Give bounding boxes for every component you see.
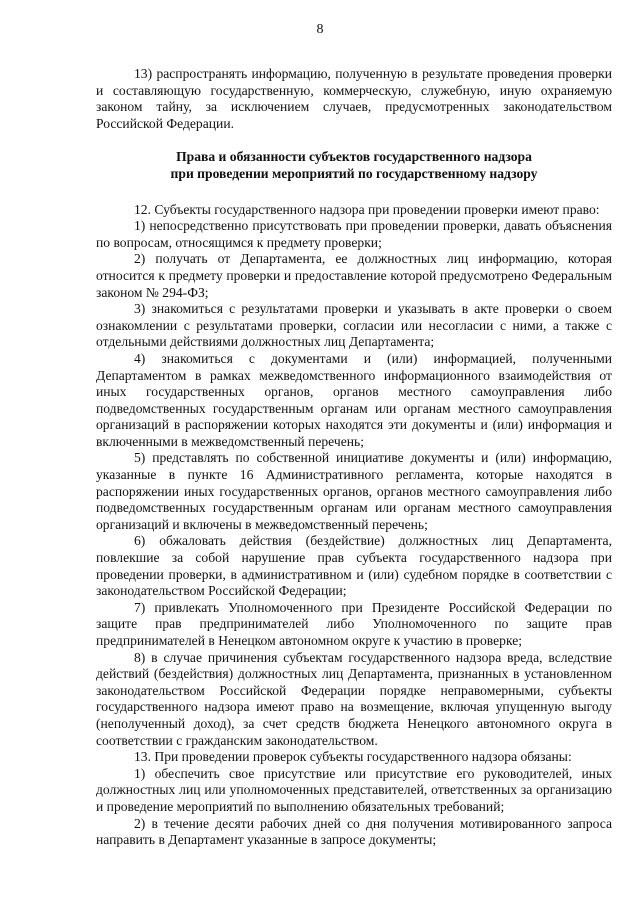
paragraph-12-item-3: 3) знакомиться с результатами проверки и указывать в акте проверки о своем ознакомлении с результатами проверки, согласии или несогласии с ними, а также с отдельными действиями должностных лиц Департамента; [96,301,612,350]
page-number: 8 [316,22,324,37]
paragraph-12-item-8: 8) в случае причинения субъектам государственного надзора вреда, вследствие действий (бездействия) должностных лиц Департамента, признанных в установленном законодательством Российской Федерации порядке неправомерными, субъекты государственного надзора имеют право на возмещение, включая упущенную выгоду (неполученный доход), за счет средств бюджета Ненецкого автономного округа в соответствии с гражданским законодательством. [96,649,612,748]
paragraph-12-item-6: 6) обжаловать действия (бездействие) должностных лиц Департамента, повлекшие за собой нарушение прав субъекта государственного надзора при проведении проверки, в административном и (или) судебном порядке в соответствии с законодательством Российской Федерации; [96,533,612,599]
paragraph-12-item-2: 2) получать от Департамента, ее должностных лиц информацию, которая относится к предмету проверки и предоставление которой предусмотрено Федеральным законом № 294-ФЗ; [96,251,612,300]
section-heading-line-2: при проведении мероприятий по государственному надзору [170,165,538,181]
paragraph-13-intro: 13. При проведении проверок субъекты государственного надзора обязаны: [134,749,572,765]
section-heading-line-1: Права и обязанности субъектов государственного надзора [176,149,532,165]
paragraph-item-13: 13) распространять информацию, полученную в результате проведения проверки и составляющую государственную, коммерческую, служебную, иную охраняемую законом тайну, за исключением случаев, предусмотренных законодательством Российской Федерации. [96,66,612,131]
paragraph-13-item-2: 2) в течение десяти рабочих дней со дня получения мотивированного запроса направить в Департамент указанные в запросе документы; [96,815,612,848]
paragraph-13-item-1: 1) обеспечить свое присутствие или присутствие его руководителей, иных должностных лиц или уполномоченных представителей, ответственных за организацию и проведение мероприятий по выполнению обязательных требований; [96,765,612,814]
paragraph-12-item-7: 7) привлекать Уполномоченного при Президенте Российской Федерации по защите прав предпринимателей либо Уполномоченного по защите прав предпринимателей в Ненецком автономном округе к участию в проверке; [96,599,612,648]
paragraph-12-item-1: 1) непосредственно присутствовать при проведении проверки, давать объяснения по вопросам, относящимся к предмету проверки; [96,218,612,250]
section-heading [96,149,612,182]
paragraph-12-item-5: 5) представлять по собственной инициативе документы и (или) информацию, указанные в пункте 16 Административного регламента, которые находятся в распоряжении иных государственных органов, органов местного самоуправления либо подведомственных государственным органам или органам местного самоуправления организаций и включены в межведомственный перечень; [96,450,612,532]
document-body [96,66,612,849]
paragraph-12-item-4: 4) знакомиться с документами и (или) информацией, полученными Департаментом в рамках межведомственного информационного взаимодействия от иных государственных органов, органов местного самоуправления либо подведомственных государственным органам или органам местного самоуправления организаций в распоряжении которых находятся эти документы и (или) информация и включенными в межведомственный перечень; [96,350,612,449]
paragraph-12-intro: 12. Субъекты государственного надзора при проведении проверки имеют право: [134,201,600,217]
